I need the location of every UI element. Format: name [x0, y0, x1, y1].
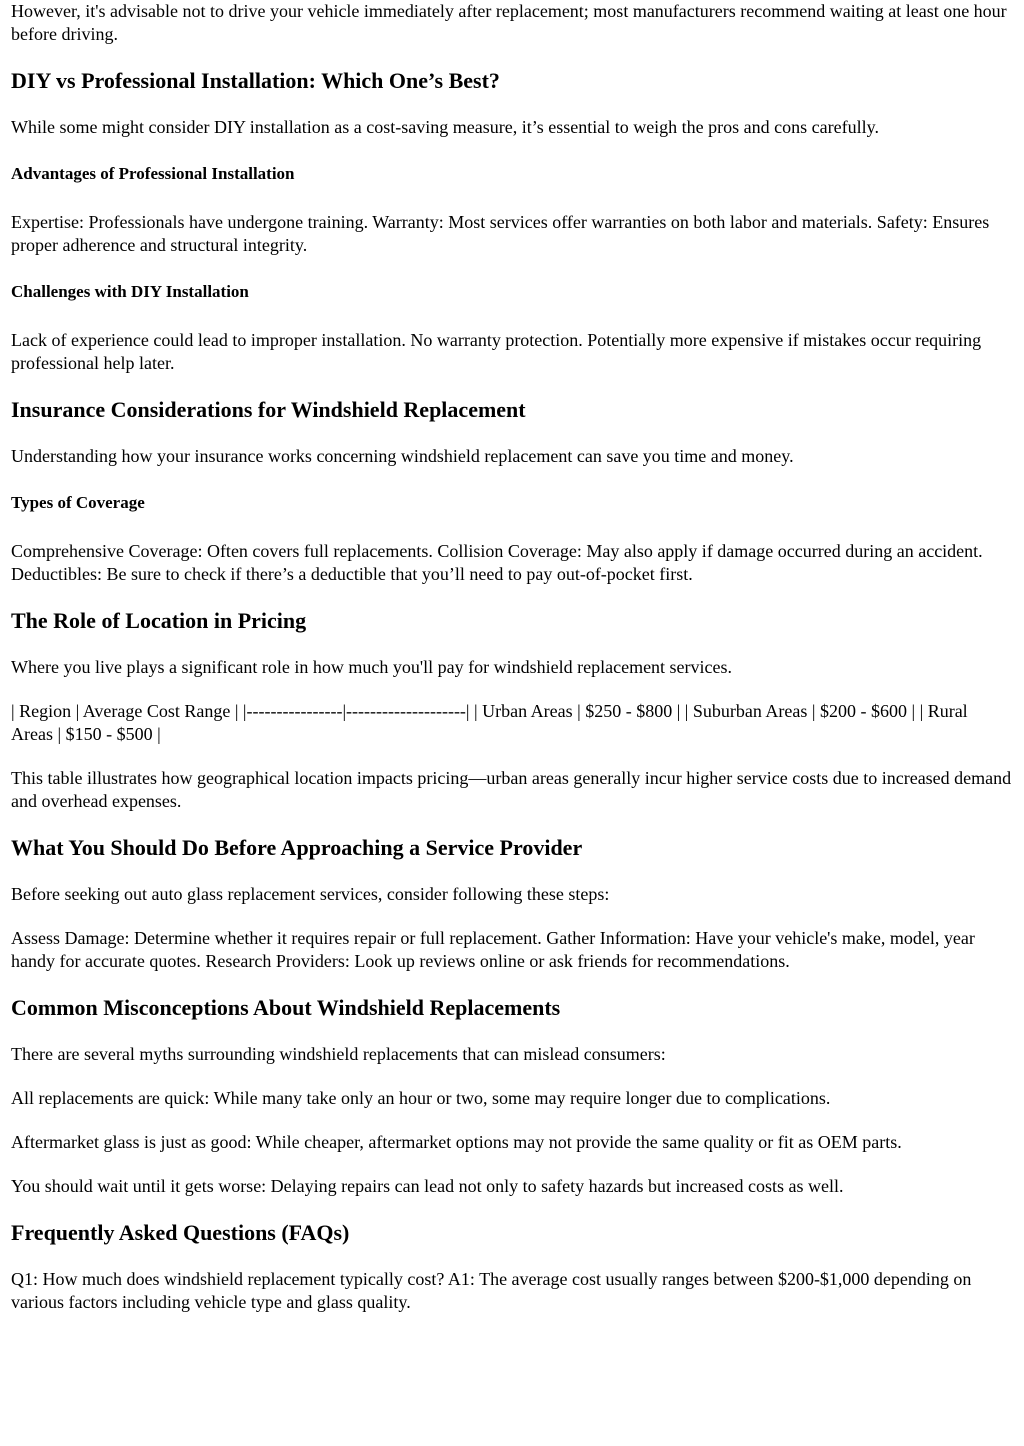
- paragraph-steps: Assess Damage: Determine whether it requires repair or full replacement. Gather Information: Have your vehicle's make, model, year handy for accurate quotes. Research Providers: Look up reviews online or ask friends for recommendations.: [11, 928, 975, 971]
- paragraph-myths-intro: There are several myths surrounding windshield replacements that can mislead consumers:: [11, 1044, 666, 1064]
- paragraph-myth-quick: All replacements are quick: While many take only an hour or two, some may require longer due to complications.: [11, 1088, 831, 1108]
- heading-diy-vs-professional: DIY vs Professional Installation: Which One’s Best?: [11, 68, 500, 93]
- paragraph-diy-intro: While some might consider DIY installation as a cost-saving measure, it’s essential to weigh the pros and cons carefully.: [11, 117, 879, 137]
- subheading-types-of-coverage: Types of Coverage: [11, 493, 145, 512]
- paragraph-table-explanation: This table illustrates how geographical location impacts pricing—urban areas generally incur higher service costs due to increased demand and overhead expenses.: [11, 768, 1012, 811]
- subheading-advantages-professional: Advantages of Professional Installation: [11, 164, 295, 183]
- paragraph-drive-wait: However, it's advisable not to drive your vehicle immediately after replacement; most manufacturers recommend waiting at least one hour before driving.: [11, 1, 1007, 44]
- heading-before-approaching: What You Should Do Before Approaching a Service Provider: [11, 835, 583, 860]
- paragraph-coverage: Comprehensive Coverage: Often covers full replacements. Collision Coverage: May also apply if damage occurred during an accident. Deductibles: Be sure to check if there’s a deductible that you’ll need to pay out-of-pocket first.: [11, 541, 983, 584]
- heading-location-pricing: The Role of Location in Pricing: [11, 608, 307, 633]
- paragraph-challenges: Lack of experience could lead to improper installation. No warranty protection. Potentially more expensive if mistakes occur requiring professional help later.: [11, 330, 982, 373]
- heading-insurance: Insurance Considerations for Windshield Replacement: [11, 397, 526, 422]
- paragraph-pricing-table-text: | Region | Average Cost Range | |----------------|--------------------| | Urban Areas | $250 - $800 | | Suburban Areas | $200 - $600 | | Rural Areas | $150 - $500 |: [11, 701, 968, 744]
- paragraph-myth-wait: You should wait until it gets worse: Delaying repairs can lead not only to safety hazards but increased costs as well.: [11, 1176, 844, 1196]
- heading-misconceptions: Common Misconceptions About Windshield Replacements: [11, 995, 561, 1020]
- heading-faqs: Frequently Asked Questions (FAQs): [11, 1220, 350, 1245]
- paragraph-location-intro: Where you live plays a significant role in how much you'll pay for windshield replacement services.: [11, 657, 733, 677]
- paragraph-steps-intro: Before seeking out auto glass replacement services, consider following these steps:: [11, 884, 610, 904]
- paragraph-myth-aftermarket: Aftermarket glass is just as good: While cheaper, aftermarket options may not provide the same quality or fit as OEM parts.: [11, 1132, 902, 1152]
- subheading-challenges-diy: Challenges with DIY Installation: [11, 282, 249, 301]
- paragraph-insurance-intro: Understanding how your insurance works concerning windshield replacement can save you time and money.: [11, 446, 794, 466]
- paragraph-advantages: Expertise: Professionals have undergone training. Warranty: Most services offer warranties on both labor and materials. Safety: Ensures proper adherence and structural integrity.: [11, 212, 990, 255]
- paragraph-faq-q1: Q1: How much does windshield replacement typically cost? A1: The average cost usually ranges between $200-$1,000 depending on various factors including vehicle type and glass quality.: [11, 1269, 972, 1312]
